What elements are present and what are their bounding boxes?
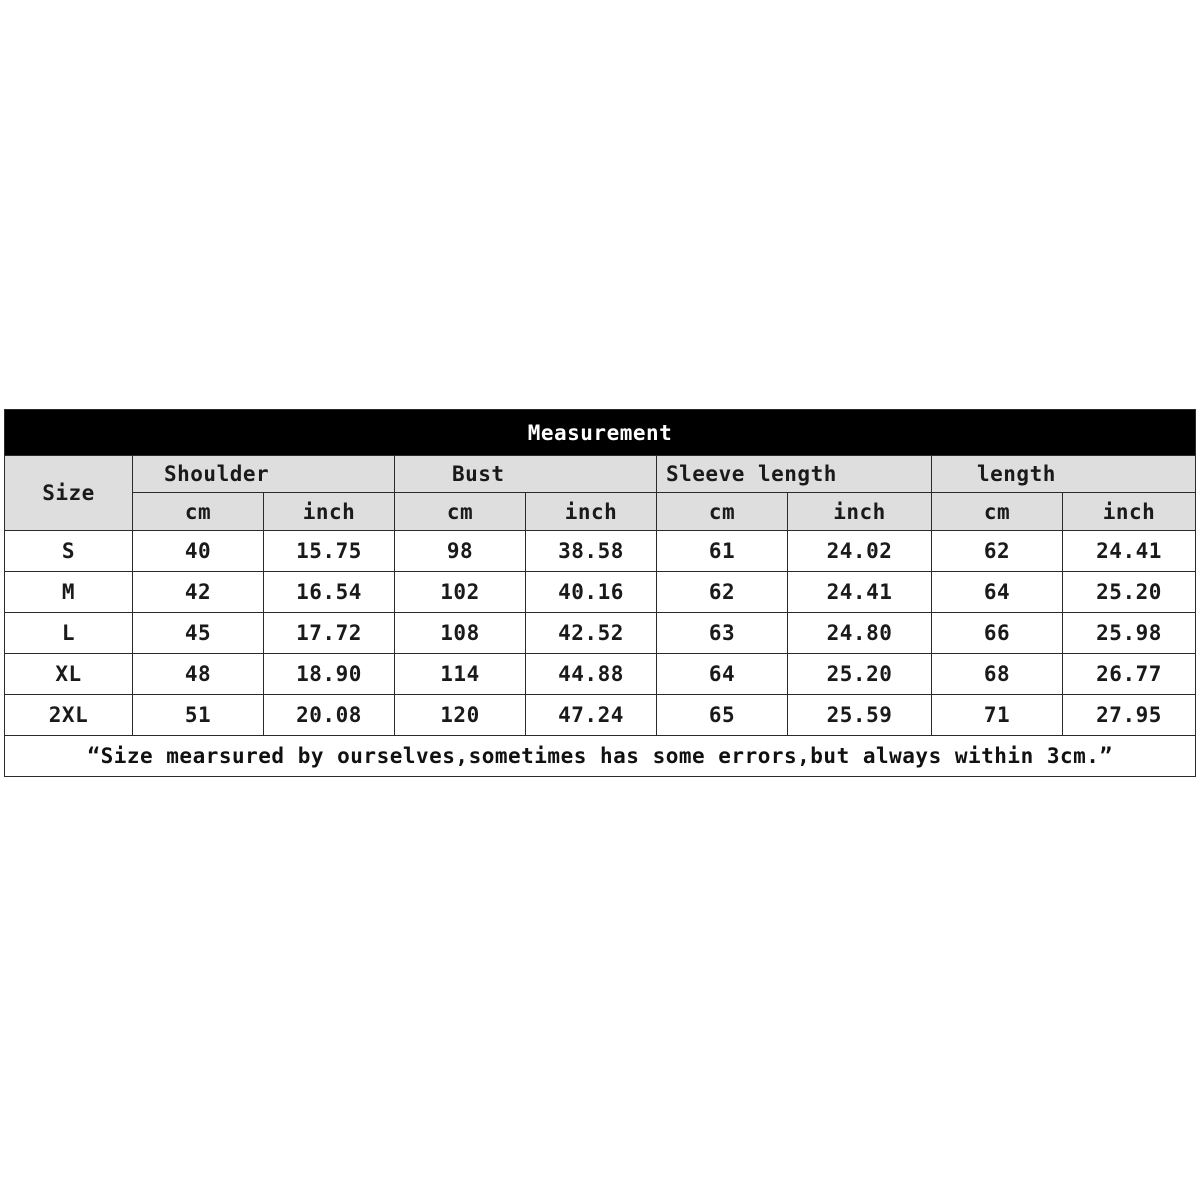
table-row bbox=[5, 613, 1196, 654]
sleeve-inch-cell: 25.59 bbox=[788, 695, 932, 736]
size-cell: M bbox=[5, 572, 133, 613]
bust-cm-cell: 120 bbox=[395, 695, 526, 736]
sleeve-inch-cell: 24.41 bbox=[788, 572, 932, 613]
size-cell: 2XL bbox=[5, 695, 133, 736]
bust-inch-cell: 47.24 bbox=[526, 695, 657, 736]
group-header-bust: Bust bbox=[395, 456, 657, 493]
group-header-row bbox=[5, 456, 1196, 493]
length-inch-cell: 27.95 bbox=[1063, 695, 1196, 736]
sleeve-cm-cell: 65 bbox=[657, 695, 788, 736]
shoulder-inch-cell: 18.90 bbox=[264, 654, 395, 695]
unit-header: cm bbox=[657, 493, 788, 531]
title-row bbox=[5, 410, 1196, 456]
unit-header: inch bbox=[1063, 493, 1196, 531]
shoulder-cm-cell: 40 bbox=[133, 531, 264, 572]
sleeve-cm-cell: 62 bbox=[657, 572, 788, 613]
sleeve-inch-cell: 24.02 bbox=[788, 531, 932, 572]
length-inch-cell: 25.98 bbox=[1063, 613, 1196, 654]
length-cm-cell: 66 bbox=[932, 613, 1063, 654]
table-row bbox=[5, 531, 1196, 572]
table-row bbox=[5, 654, 1196, 695]
table-row bbox=[5, 695, 1196, 736]
group-header-shoulder: Shoulder bbox=[133, 456, 395, 493]
note-row bbox=[5, 736, 1196, 777]
table-row bbox=[5, 572, 1196, 613]
shoulder-cm-cell: 45 bbox=[133, 613, 264, 654]
bust-cm-cell: 114 bbox=[395, 654, 526, 695]
unit-header: cm bbox=[932, 493, 1063, 531]
bust-cm-cell: 98 bbox=[395, 531, 526, 572]
length-inch-cell: 26.77 bbox=[1063, 654, 1196, 695]
unit-header: inch bbox=[264, 493, 395, 531]
size-cell: L bbox=[5, 613, 133, 654]
unit-header: inch bbox=[526, 493, 657, 531]
sleeve-inch-cell: 25.20 bbox=[788, 654, 932, 695]
group-header-length: length bbox=[932, 456, 1196, 493]
shoulder-cm-cell: 51 bbox=[133, 695, 264, 736]
shoulder-inch-cell: 20.08 bbox=[264, 695, 395, 736]
shoulder-cm-cell: 42 bbox=[133, 572, 264, 613]
length-cm-cell: 68 bbox=[932, 654, 1063, 695]
measurement-note: “Size mearsured by ourselves,sometimes has some errors,but always within 3cm.” bbox=[5, 736, 1196, 777]
length-inch-cell: 25.20 bbox=[1063, 572, 1196, 613]
table-title: Measurement bbox=[5, 410, 1196, 456]
length-inch-cell: 24.41 bbox=[1063, 531, 1196, 572]
sleeve-cm-cell: 64 bbox=[657, 654, 788, 695]
unit-header-row bbox=[5, 493, 1196, 531]
shoulder-inch-cell: 15.75 bbox=[264, 531, 395, 572]
unit-header: cm bbox=[133, 493, 264, 531]
bust-inch-cell: 42.52 bbox=[526, 613, 657, 654]
size-chart-table bbox=[4, 409, 1196, 777]
table-body bbox=[5, 531, 1196, 777]
size-header: Size bbox=[5, 456, 133, 531]
bust-inch-cell: 44.88 bbox=[526, 654, 657, 695]
unit-header: cm bbox=[395, 493, 526, 531]
sleeve-cm-cell: 61 bbox=[657, 531, 788, 572]
shoulder-cm-cell: 48 bbox=[133, 654, 264, 695]
bust-cm-cell: 108 bbox=[395, 613, 526, 654]
size-cell: S bbox=[5, 531, 133, 572]
bust-inch-cell: 40.16 bbox=[526, 572, 657, 613]
size-cell: XL bbox=[5, 654, 133, 695]
shoulder-inch-cell: 17.72 bbox=[264, 613, 395, 654]
length-cm-cell: 71 bbox=[932, 695, 1063, 736]
sleeve-cm-cell: 63 bbox=[657, 613, 788, 654]
length-cm-cell: 62 bbox=[932, 531, 1063, 572]
sleeve-inch-cell: 24.80 bbox=[788, 613, 932, 654]
bust-cm-cell: 102 bbox=[395, 572, 526, 613]
group-header-sleeve-length: Sleeve length bbox=[657, 456, 932, 493]
bust-inch-cell: 38.58 bbox=[526, 531, 657, 572]
length-cm-cell: 64 bbox=[932, 572, 1063, 613]
unit-header: inch bbox=[788, 493, 932, 531]
shoulder-inch-cell: 16.54 bbox=[264, 572, 395, 613]
